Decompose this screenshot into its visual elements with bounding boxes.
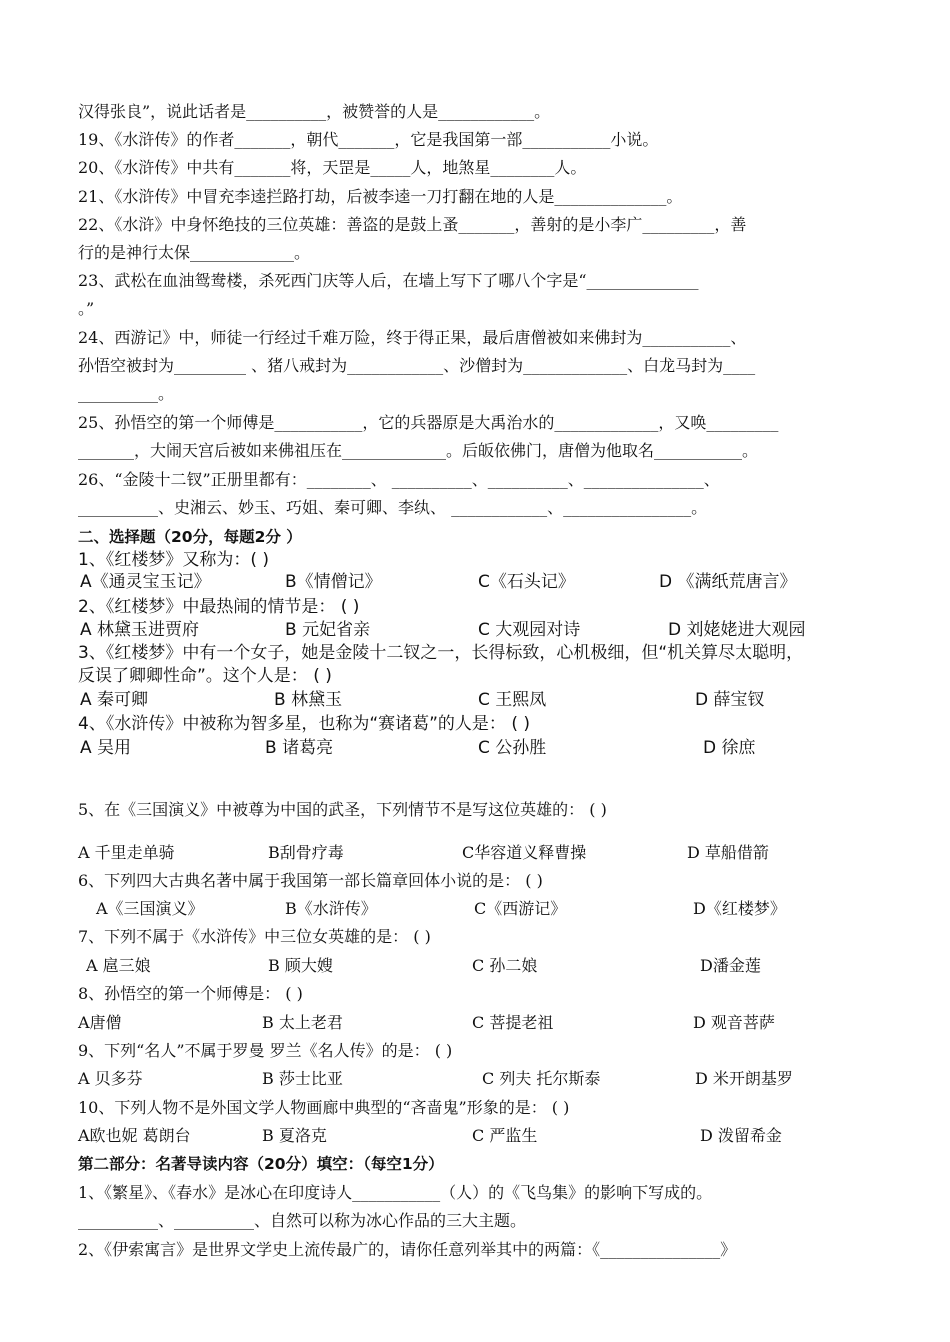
fill-line: 22、《水浒》中身怀绝技的三位英雄：善盗的是鼓上蚤_______，善射的是小李广_________，善 xyxy=(78,215,747,234)
part-title: 第二部分：名著导读内容（20分）填空：（每空1分） xyxy=(78,1155,444,1173)
option-c: C 孙二娘 xyxy=(472,956,538,975)
fill-line: 21、《水浒传》中冒充李逵拦路打劫，后被李逵一刀打翻在地的人是______________。 xyxy=(78,187,683,206)
fill-line: 26、“金陵十二钗”正册里都有：________、 __________、__________、_______________、 xyxy=(78,470,720,489)
question-stem: 8、孙悟空的第一个师傅是： ( ) xyxy=(78,984,303,1003)
fill-line: 汉得张良”，说此话者是__________，被赞誉的人是____________。 xyxy=(78,102,551,121)
option-a: A 扈三娘 xyxy=(86,956,151,975)
option-d: D《红楼梦》 xyxy=(693,899,786,918)
fill-line: 25、孙悟空的第一个师傅是___________，它的兵器原是大禹治水的_____________，又唤_________ xyxy=(78,413,779,432)
fill-line: 孙悟空被封为_________ 、猪八戒封为____________、沙僧封为_____________、白龙马封为____ xyxy=(78,356,756,375)
option-b: B 元妃省亲 xyxy=(285,620,371,640)
option-a: A 千里走单骑 xyxy=(78,843,175,862)
option-d: D 泼留希金 xyxy=(700,1126,782,1145)
option-d: D潘金莲 xyxy=(700,956,761,975)
option-d: D 观音菩萨 xyxy=(693,1013,775,1032)
option-c: C《西游记》 xyxy=(474,899,567,918)
fill-line: 19、《水浒传》的作者_______，朝代_______，它是我国第一部___________小说。 xyxy=(78,130,659,149)
option-b: B 莎士比亚 xyxy=(262,1069,343,1088)
fill-line: 行的是神行太保_____________。 xyxy=(78,243,311,262)
section-title: 二、选择题（20分，每题2分 ） xyxy=(78,528,302,546)
fill-line: __________、史湘云、妙玉、巧姐、秦可卿、李纨、 ____________、________________。 xyxy=(78,498,708,517)
option-b: B 顾大嫂 xyxy=(268,956,333,975)
option-c: C 大观园对诗 xyxy=(478,620,581,640)
option-c: C 王熙凤 xyxy=(478,690,547,710)
option-a: A 贝多芬 xyxy=(78,1069,143,1088)
option-c: C 严监生 xyxy=(472,1126,538,1145)
option-c: C 列夫 托尔斯泰 xyxy=(482,1069,601,1088)
question-stem: 6、下列四大古典名著中属于我国第一部长篇章回体小说的是： ( ) xyxy=(78,871,543,890)
question-stem: 7、下列不属于《水浒传》中三位女英雄的是： ( ) xyxy=(78,927,431,946)
question-stem: 5、在《三国演义》中被尊为中国的武圣，下列情节不是写这位英雄的： ( ) xyxy=(78,800,607,819)
option-a: A欧也妮 葛朗台 xyxy=(78,1126,191,1145)
fill-line: 。” xyxy=(78,299,95,318)
option-b: B 林黛玉 xyxy=(274,690,343,710)
option-d: D 草船借箭 xyxy=(687,843,769,862)
question-stem: 2、《红楼梦》中最热闹的情节是： ( ) xyxy=(78,597,360,617)
fill-line: 20、《水浒传》中共有_______将，天罡是_____人，地煞星________人。 xyxy=(78,158,587,177)
option-a: A唐僧 xyxy=(78,1013,122,1032)
fill-line: 1、《繁星》、《春水》是冰心在印度诗人___________（人）的《飞鸟集》的影响下写成的。 xyxy=(78,1183,713,1202)
question-stem: 10、下列人物不是外国文学人物画廊中典型的“吝啬鬼”形象的是： ( ) xyxy=(78,1098,570,1117)
option-b: B刮骨疗毒 xyxy=(268,843,344,862)
option-b: B《水浒传》 xyxy=(285,899,377,918)
fill-line: 2、《伊索寓言》是世界文学史上流传最广的，请你任意列举其中的两篇：《_______________》 xyxy=(78,1240,737,1259)
option-a: A《通灵宝玉记》 xyxy=(80,572,211,592)
option-d: D 《满纸荒唐言》 xyxy=(659,572,797,592)
option-c: C 公孙胜 xyxy=(478,738,547,758)
question-stem: 3、《红楼梦》中有一个女子，她是金陵十二钗之一，长得标致，心机极细，但“机关算尽太聪明， xyxy=(78,643,804,663)
question-stem: 4、《水浒传》中被称为智多星，也称为“赛诸葛”的人是： ( ) xyxy=(78,714,531,734)
option-a: A 秦可卿 xyxy=(80,690,149,710)
fill-line: _______，大闹天宫后被如来佛祖压在_____________。后皈依佛门，唐僧为他取名___________。 xyxy=(78,441,759,460)
fill-line: 24、西游记》中，师徒一行经过千难万险，终于得正果，最后唐僧被如来佛封为___________、 xyxy=(78,328,747,347)
question-stem: 1、《红楼梦》又称为：( ) xyxy=(78,550,269,570)
question-stem-cont: 反误了卿卿性命”。这个人是： ( ) xyxy=(78,666,332,686)
option-a: A 林黛玉进贾府 xyxy=(80,620,200,640)
option-b: B 夏洛克 xyxy=(262,1126,327,1145)
option-d: D 徐庶 xyxy=(703,738,756,758)
option-d: D 米开朗基罗 xyxy=(695,1069,793,1088)
option-a: A《三国演义》 xyxy=(96,899,204,918)
option-d: D 刘姥姥进大观园 xyxy=(668,620,806,640)
fill-line: 23、武松在血油鸳鸯楼，杀死西门庆等人后，在墙上写下了哪八个字是“______________ xyxy=(78,271,699,290)
option-a: A 吴用 xyxy=(80,738,132,758)
option-c: C《石头记》 xyxy=(478,572,575,592)
fill-line: __________。 xyxy=(78,384,175,403)
option-b: B《情僧记》 xyxy=(285,572,382,592)
option-b: B 太上老君 xyxy=(262,1013,343,1032)
option-b: B 诸葛亮 xyxy=(265,738,334,758)
fill-line: __________、__________、自然可以称为冰心作品的三大主题。 xyxy=(78,1211,527,1230)
option-c: C华容道义释曹操 xyxy=(462,843,587,862)
question-stem: 9、下列“名人”不属于罗曼 罗兰《名人传》的是： ( ) xyxy=(78,1041,453,1060)
option-c: C 菩提老祖 xyxy=(472,1013,554,1032)
option-d: D 薛宝钗 xyxy=(695,690,765,710)
